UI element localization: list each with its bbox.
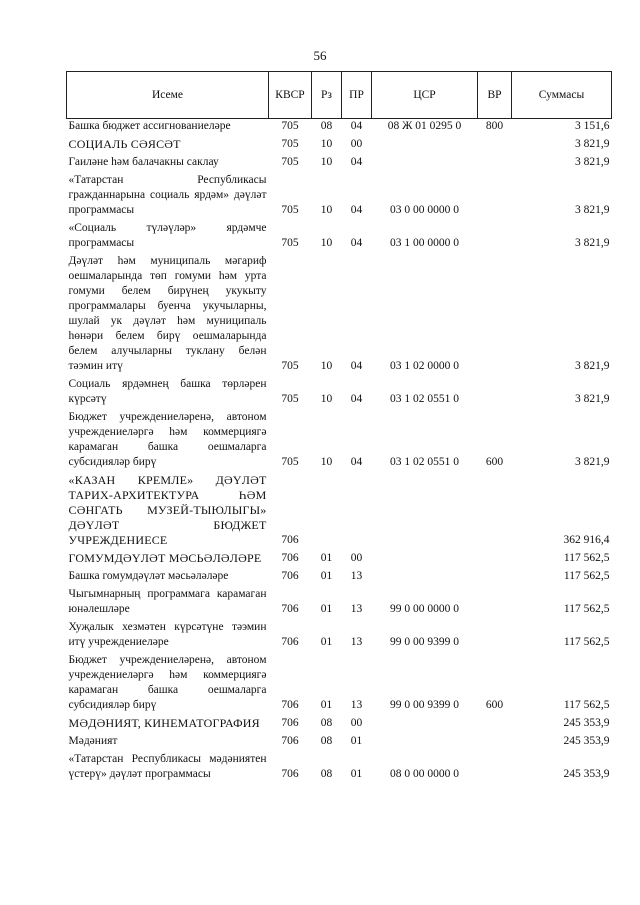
- table-row: [67, 569, 612, 587]
- cell-vr: [478, 221, 512, 254]
- table-row: [67, 137, 612, 155]
- table-row: [67, 410, 612, 473]
- cell-name: Бюджет учреждениеләренә, автоном учреждениеләргә һәм коммерциягә карамаган башка оешмаларга субсидияләр бирү: [68, 654, 267, 711]
- cell-sum: 117 562,5: [563, 552, 610, 564]
- cell-pr: 04: [350, 360, 363, 372]
- cell-pr: 01: [350, 735, 363, 747]
- table-row: [67, 473, 612, 551]
- cell-vr: [478, 569, 512, 587]
- cell-sum: 3 821,9: [575, 237, 610, 249]
- table-row: [67, 653, 612, 716]
- cell-csr: [372, 734, 478, 752]
- header-rz: Рз: [312, 72, 342, 119]
- cell-vr: [478, 173, 512, 221]
- header-kvsr: КВСР: [269, 72, 312, 119]
- cell-csr: [372, 473, 478, 551]
- cell-pr: 13: [350, 699, 363, 711]
- cell-pr: 13: [350, 570, 363, 582]
- cell-vr: [478, 473, 512, 551]
- cell-vr: [478, 377, 512, 410]
- cell-vr: [478, 155, 512, 173]
- table-row: [67, 587, 612, 620]
- cell-name: Дәүләт һәм муниципаль мәгариф оешмаларында төп гомуми һәм урта гомуми белем бирүнең укукыту программалары буенча укучыларны, шулай ук дәүләт һәм муниципаль һөнәри белем бирү оешмаларында белем алучыларны туклану белән тәэмин итү: [68, 255, 267, 372]
- cell-vr: [478, 551, 512, 569]
- cell-sum: 3 821,9: [575, 138, 610, 150]
- cell-sum: 245 353,9: [563, 768, 610, 780]
- cell-name: Бюджет учреждениеләренә, автоном учреждениеләргә һәм коммерциягә карамаган башка оешмаларга субсидияләр бирү: [68, 411, 267, 468]
- cell-pr: 00: [350, 552, 363, 564]
- cell-rz: [312, 473, 342, 551]
- cell-name: ГОМУМДӘҮЛӘТ МӘСЬӘЛӘЛӘРЕ: [68, 551, 262, 565]
- table-row: [67, 119, 612, 138]
- cell-vr: [478, 254, 512, 377]
- cell-rz: 01: [320, 699, 333, 711]
- cell-rz: 01: [320, 603, 333, 615]
- cell-vr: 600: [485, 699, 504, 711]
- cell-rz: 08: [320, 717, 333, 729]
- cell-vr: [478, 716, 512, 734]
- header-name: Исеме: [67, 72, 269, 119]
- header-vr: ВР: [478, 72, 512, 119]
- page-number: 56: [313, 48, 327, 63]
- cell-name: Хуҗалык хезмәтен күрсәтүне тәэмин итү учреждениеләре: [68, 621, 267, 648]
- cell-vr: 800: [485, 120, 504, 132]
- cell-csr: 03 1 02 0551 0: [390, 393, 459, 405]
- cell-csr: 99 0 00 9399 0: [390, 636, 459, 648]
- cell-sum: 117 562,5: [563, 699, 610, 711]
- cell-csr: 99 0 00 0000 0: [390, 603, 459, 615]
- cell-csr: [372, 137, 478, 155]
- table-row: [67, 551, 612, 569]
- cell-rz: 08: [320, 735, 333, 747]
- cell-sum: 3 821,9: [575, 360, 610, 372]
- cell-rz: 10: [320, 456, 333, 468]
- cell-vr: [478, 137, 512, 155]
- table-row: [67, 254, 612, 377]
- header-pr: ПР: [342, 72, 372, 119]
- cell-pr: 13: [350, 603, 363, 615]
- table-row: [67, 716, 612, 734]
- cell-rz: 10: [320, 360, 333, 372]
- table-row: [67, 155, 612, 173]
- cell-pr: 04: [350, 237, 363, 249]
- cell-csr: [372, 716, 478, 734]
- table-row: [67, 752, 612, 785]
- cell-name: Мәдәният: [68, 735, 118, 747]
- cell-pr: [342, 473, 372, 551]
- cell-kvsr: 705: [281, 120, 299, 132]
- cell-sum: 3 821,9: [575, 456, 610, 468]
- cell-sum: 245 353,9: [563, 735, 610, 747]
- cell-kvsr: 706: [281, 717, 299, 729]
- cell-sum: 3 151,6: [575, 120, 610, 132]
- cell-rz: 10: [320, 138, 333, 150]
- cell-kvsr: 705: [281, 393, 299, 405]
- cell-kvsr: 706: [281, 552, 299, 564]
- cell-kvsr: 705: [281, 237, 299, 249]
- cell-kvsr: 705: [281, 156, 299, 168]
- cell-csr: 03 1 00 0000 0: [390, 237, 459, 249]
- table-header-row: [67, 72, 612, 119]
- table-row: [67, 173, 612, 221]
- cell-sum: 117 562,5: [563, 570, 610, 582]
- cell-kvsr: 705: [281, 456, 299, 468]
- cell-vr: [478, 752, 512, 785]
- cell-kvsr: 705: [281, 138, 299, 150]
- cell-name: Башка гомумдәүләт мәсьәләләре: [68, 570, 229, 582]
- cell-sum: 362 916,4: [563, 534, 610, 546]
- table-row: [67, 734, 612, 752]
- cell-rz: 10: [320, 156, 333, 168]
- cell-name: «Татарстан Республикасы гражданнарына социаль ярдәм» дәүләт программасы: [68, 174, 267, 216]
- cell-csr: 03 0 00 0000 0: [390, 204, 459, 216]
- cell-kvsr: 706: [281, 570, 299, 582]
- cell-kvsr: 705: [281, 360, 299, 372]
- cell-sum: 245 353,9: [563, 717, 610, 729]
- cell-pr: 00: [350, 717, 363, 729]
- cell-kvsr: 706: [281, 735, 299, 747]
- cell-pr: 04: [350, 120, 363, 132]
- cell-csr: 03 1 02 0551 0: [390, 456, 459, 468]
- cell-name: «КАЗАН КРЕМЛЕ» ДӘҮЛӘТ ТАРИХ-АРХИТЕКТУРА ҺӘМ СӘНГАТЬ МУЗЕЙ-ТЫЮЛЫГЫ» ДӘҮЛӘТ БЮДЖЕТ УЧРЕЖДЕНИЕСЕ: [68, 473, 267, 547]
- header-sum: Суммасы: [512, 72, 612, 119]
- cell-rz: 01: [320, 636, 333, 648]
- cell-kvsr: 706: [281, 768, 299, 780]
- cell-kvsr: 706: [281, 699, 299, 711]
- cell-sum: 3 821,9: [575, 393, 610, 405]
- cell-name: Башка бюджет ассигнованиеләре: [68, 120, 231, 132]
- cell-rz: 10: [320, 393, 333, 405]
- cell-vr: 600: [485, 456, 504, 468]
- cell-name: Чыгымнарның программага карамаган юнәлешләре: [68, 588, 267, 615]
- cell-name: Гаиләне һәм балачакны саклау: [68, 156, 219, 168]
- cell-csr: 08 0 00 0000 0: [390, 768, 459, 780]
- cell-rz: 01: [320, 570, 333, 582]
- cell-csr: [372, 551, 478, 569]
- cell-sum: 3 821,9: [575, 204, 610, 216]
- table-row: [67, 221, 612, 254]
- cell-name: СОЦИАЛЬ СӘЯСӘТ: [68, 137, 181, 151]
- cell-kvsr: 706: [281, 603, 299, 615]
- cell-sum: 3 821,9: [575, 156, 610, 168]
- cell-sum: 117 562,5: [563, 636, 610, 648]
- cell-pr: 00: [350, 138, 363, 150]
- cell-rz: 10: [320, 237, 333, 249]
- cell-rz: 10: [320, 204, 333, 216]
- cell-vr: [478, 620, 512, 653]
- cell-csr: [372, 569, 478, 587]
- cell-csr: 03 1 02 0000 0: [390, 360, 459, 372]
- cell-kvsr: 706: [281, 636, 299, 648]
- cell-rz: 01: [320, 552, 333, 564]
- table-row: [67, 620, 612, 653]
- cell-pr: 04: [350, 456, 363, 468]
- cell-name: «Социаль түләүләр» ярдәмче программасы: [68, 222, 267, 249]
- cell-pr: 04: [350, 204, 363, 216]
- cell-pr: 01: [350, 768, 363, 780]
- cell-vr: [478, 734, 512, 752]
- cell-csr: [372, 155, 478, 173]
- cell-csr: 99 0 00 9399 0: [390, 699, 459, 711]
- cell-kvsr: 706: [281, 534, 299, 546]
- cell-name: МӘДӘНИЯТ, КИНЕМАТОГРАФИЯ: [68, 716, 260, 730]
- table-row: [67, 377, 612, 410]
- cell-pr: 13: [350, 636, 363, 648]
- cell-name: Социаль ярдәмнең башка төрләрен күрсәтү: [68, 378, 267, 405]
- header-csr: ЦСР: [372, 72, 478, 119]
- cell-csr: 08 Ж 01 0295 0: [387, 120, 462, 132]
- cell-pr: 04: [350, 156, 363, 168]
- table-body: [67, 119, 612, 786]
- cell-vr: [478, 587, 512, 620]
- cell-rz: 08: [320, 768, 333, 780]
- cell-name: «Татарстан Республикасы мәдәниятен үстерү» дәүләт программасы: [68, 753, 267, 780]
- cell-pr: 04: [350, 393, 363, 405]
- cell-rz: 08: [320, 120, 333, 132]
- budget-table: [66, 71, 612, 785]
- cell-sum: 117 562,5: [563, 603, 610, 615]
- cell-kvsr: 705: [281, 204, 299, 216]
